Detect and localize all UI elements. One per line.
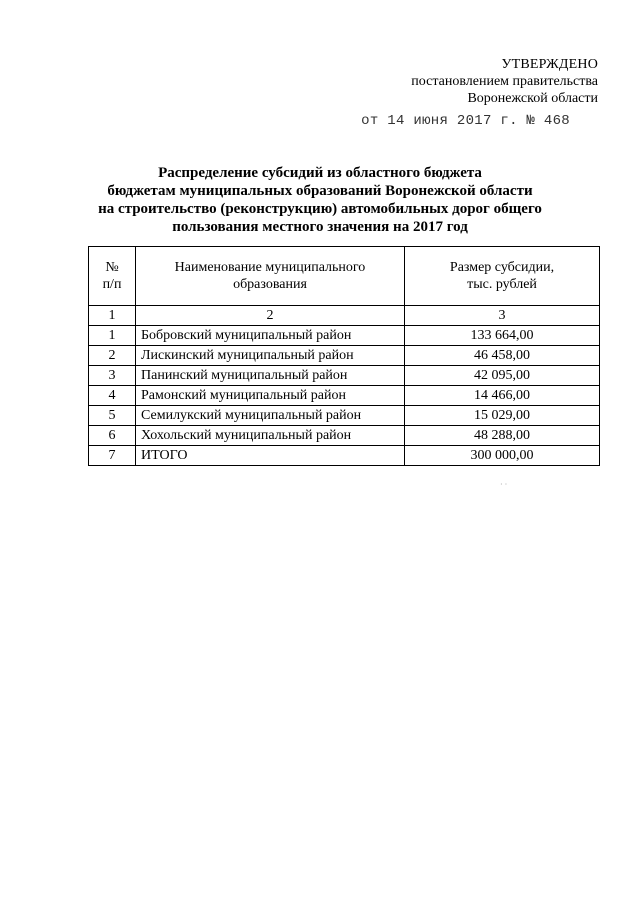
title-line-2: бюджетам муниципальных образований Воронежской области [107,183,533,199]
table-row [89,326,600,346]
column-index-row [89,306,600,326]
row-total-label: ИТОГО [136,446,405,466]
row-municipality: Панинский муниципальный район [136,366,405,386]
approval-heading: УТВЕРЖДЕНО [501,57,598,72]
title-line-4: пользования местного значения на 2017 год [172,219,468,235]
header-amount-line-1: Размер субсидии, [449,260,555,275]
header-number [89,247,136,306]
row-number: 6 [89,426,136,446]
row-municipality: Лискинский муниципальный район [136,346,405,366]
table-header-row [89,247,600,306]
approval-block [358,56,598,130]
row-number: 2 [89,346,136,366]
row-amount: 14 466,00 [405,386,600,406]
row-number: 4 [89,386,136,406]
table-row [89,366,600,386]
row-total-amount: 300 000,00 [405,446,600,466]
row-amount: 42 095,00 [405,366,600,386]
column-index: 1 [89,306,136,326]
header-municipality-line-1: Наименование муниципального [174,260,366,275]
header-amount-line-2: тыс. рублей [467,277,537,292]
subsidy-table [88,246,600,466]
header-municipality-line-2: образования [233,277,307,292]
column-index: 3 [405,306,600,326]
table-row [89,406,600,426]
header-number-symbol: № [105,260,119,275]
row-amount: 133 664,00 [405,326,600,346]
row-number: 7 [89,446,136,466]
title-line-1: Распределение субсидий из областного бюджета [158,165,482,181]
scan-speck: · · [500,480,508,489]
row-municipality: Рамонский муниципальный район [136,386,405,406]
table-row [89,346,600,366]
header-municipality [136,247,405,306]
row-number: 5 [89,406,136,426]
row-number: 1 [89,326,136,346]
title-line-3: на строительство (реконструкцию) автомобильных дорог общего [98,201,542,217]
approval-authority-line: постановлением правительства [411,74,598,89]
row-municipality: Семилукский муниципальный район [136,406,405,426]
row-amount: 46 458,00 [405,346,600,366]
row-amount: 15 029,00 [405,406,600,426]
header-number-abbr: п/п [102,277,122,292]
row-municipality: Бобровский муниципальный район [136,326,405,346]
column-index: 2 [136,306,405,326]
row-amount: 48 288,00 [405,426,600,446]
header-amount [405,247,600,306]
approval-region-line: Воронежской области [467,91,598,106]
row-municipality: Хохольский муниципальный район [136,426,405,446]
row-number: 3 [89,366,136,386]
document-title [60,164,580,236]
table-row [89,386,600,406]
table-row-total [89,446,600,466]
approval-date-stamp: от 14 июня 2017 г. № 468 [361,113,570,129]
table-row [89,426,600,446]
